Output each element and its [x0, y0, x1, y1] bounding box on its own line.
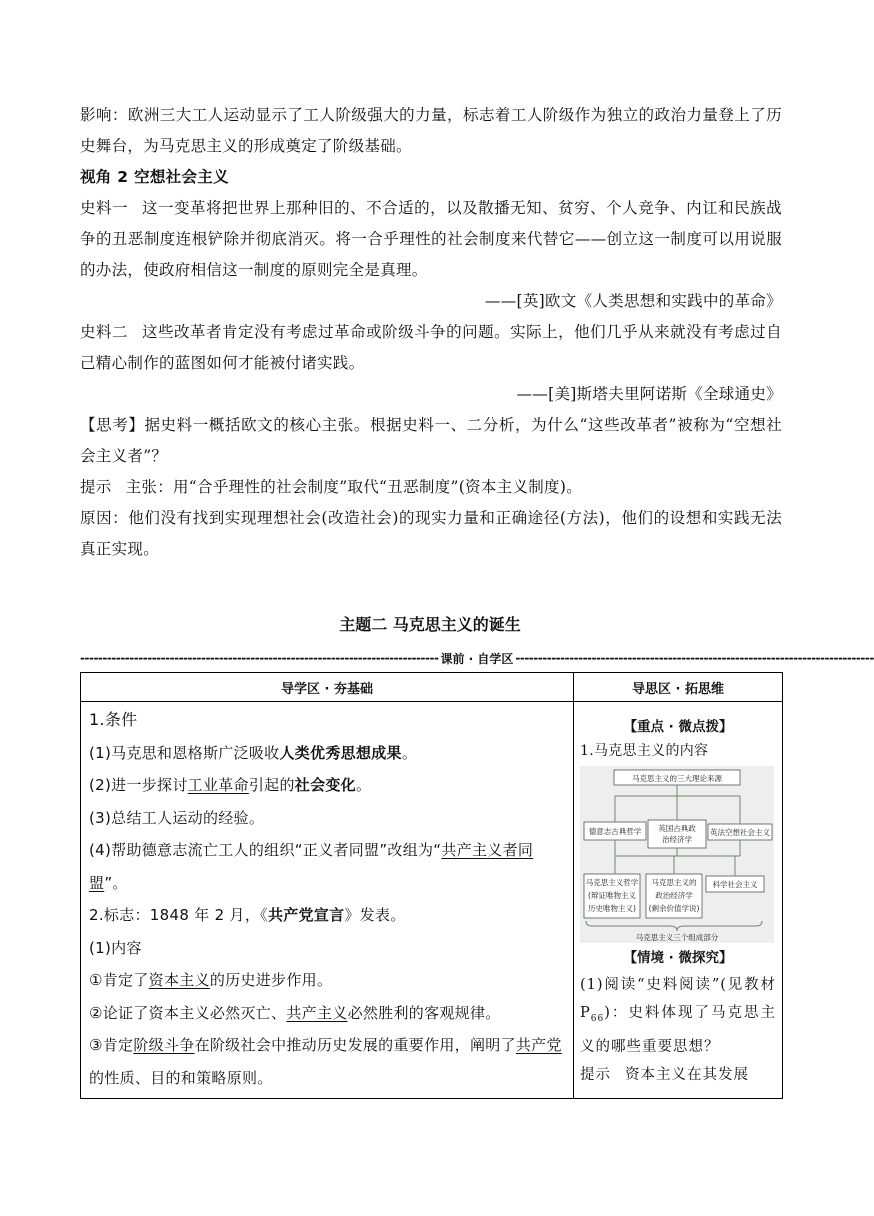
diagram-output-2b: 政治经济学: [655, 891, 693, 900]
right-column-header: 导思区 · 拓思维: [574, 673, 783, 702]
key-term: 社会变化: [294, 776, 356, 794]
diagram-output-3: 科学社会主义: [712, 880, 758, 889]
topic-title: 主题二 马克思主义的诞生: [339, 615, 521, 634]
key-point-tag: 【重点 · 微点拨】: [623, 719, 733, 735]
source-connectors: [615, 785, 740, 824]
condition-4: (4)帮助德意志流亡工人的组织“正义者同盟”改组为“共产主义者同盟”。: [89, 841, 534, 892]
perspective-heading: 视角 2 空想社会主义: [80, 168, 229, 186]
content-point-1: ①肯定了资本主义的历史进步作用。: [89, 971, 333, 989]
key-term: 共产党宣言: [267, 906, 345, 924]
intro-section: [80, 100, 782, 565]
left-column-header: 导学区 · 夯基础: [81, 673, 574, 702]
key-term: 义者同盟: [89, 841, 534, 892]
source1-label: 史料一: [80, 199, 129, 217]
conditions-heading: 1.条件: [89, 710, 138, 729]
diagram-top-text: 马克思主义的三大理论来源: [632, 774, 722, 783]
source2-text: 这些改革者肯定没有考虑过革命或阶级斗争的问题。实际上，他们几乎从来就没有考虑过自己精心制作的蓝图如何才能被付诸实践。: [80, 323, 782, 372]
diagram-source-1: 德意志古典哲学: [588, 827, 642, 836]
key-term: 阶级斗争: [133, 1036, 195, 1054]
study-table: [80, 672, 783, 1099]
dash-fill-left: --------------------------------------------------------------------------------: [80, 651, 439, 665]
condition-1: (1)马克思和恩格斯广泛吸收人类优秀思想成果。: [89, 743, 418, 762]
diagram-source-2b: 治经济学: [662, 835, 692, 844]
diagram-output-1c: 历史唯物主义): [588, 904, 636, 913]
diagram-source-3: 英法空想社会主义: [710, 828, 770, 837]
key-term: 共产党: [515, 1036, 562, 1054]
page-subscript: 66: [590, 1013, 605, 1024]
source2-citation: ——[美]斯塔夫里阿诺斯《全球通史》: [516, 385, 782, 403]
dash-fill-right: --------------------------------------------------------------------------------: [515, 651, 874, 665]
diagram-output-1b: (辩证唯物主义: [588, 891, 636, 900]
source2-paragraph: [80, 317, 782, 379]
marxism-diagram-svg: [580, 766, 774, 943]
key-term: 共产主义: [286, 1003, 348, 1022]
section-divider: [80, 650, 874, 666]
source2-label: 史料二: [80, 323, 129, 341]
content-point-2: ②论证了资本主义必然灭亡、共产主义必然胜利的客观规律。: [89, 1003, 501, 1022]
diagram-output-1a: 马克思主义哲学: [585, 878, 639, 887]
content-point-3: ③肯定阶级斗争在阶级社会中推动历史发展的重要作用，阐明了共产党的性质、目的和策略原则。: [89, 1036, 562, 1087]
key-term: 人类优秀思想成果: [279, 743, 402, 762]
key-term: 资本主义: [148, 971, 210, 989]
reason-paragraph: 原因：他们没有找到实现理想社会(改造社会)的现实力量和正确途径(方法)，他们的设想和实践无法真正实现。: [80, 509, 782, 558]
think-question: 【思考】据史料一概括欧文的核心主张。根据史料一、二分析，为什么“这些改革者”被称为“空想社会主义者”？: [80, 416, 782, 465]
content-heading: (1)内容: [89, 938, 142, 957]
symbol-heading: 2.标志：1848 年 2 月，《共产党宣言》发表。: [89, 906, 406, 924]
influence-paragraph: 影响：欧洲三大工人运动显示了工人阶级强大的力量，标志着工人阶级作为独立的政治力量登上了历史舞台，为马克思主义的形成奠定了阶级基础。: [80, 106, 782, 155]
right-content-cell: [574, 702, 783, 1099]
source1-text: 这一变革将把世界上那种旧的、不合适的，以及散播无知、贫穷、个人竞争、内讧和民族战争的丑恶制度连根铲除并彻底消灭。将一合乎理性的社会制度来代替它——创立这一制度可以用说服的办法，使政府相信这一制度的原则完全是真理。: [80, 199, 782, 279]
diagram-bottom-text: 马克思主义三个组成部分: [635, 933, 719, 942]
diagram-output-2a: 马克思主义的: [651, 878, 697, 887]
key-term: 共产主: [441, 841, 488, 859]
source1-paragraph: [80, 193, 782, 286]
condition-2: (2)进一步探讨工业革命引起的社会变化。: [89, 776, 372, 794]
hint-paragraph: [80, 472, 782, 503]
hint-label: 提示: [580, 1066, 611, 1083]
marxism-content-item: 1.马克思主义的内容: [580, 743, 709, 759]
situation-tag: 【情境 · 微探究】: [623, 950, 733, 966]
bottom-brace: [586, 921, 762, 931]
condition-3: (3)总结工人运动的经验。: [89, 808, 265, 827]
source1-citation: ——[英]欧文《人类思想和实践中的革命》: [484, 292, 782, 310]
marxism-diagram: [580, 766, 774, 943]
diagram-source-2a: 英国古典政: [658, 824, 696, 833]
left-content-cell: [81, 702, 574, 1099]
key-term: 工业革命: [187, 776, 249, 794]
inquiry-question-1: (1)阅读“史料阅读”(见教材 $P_{66}$)：史料体现了马克思主义的哪些重要思想？: [580, 977, 776, 1055]
inquiry-hint: 提示 资本主义在其发展: [580, 1066, 749, 1083]
hint-label: 提示: [80, 478, 112, 496]
section-label: 课前 · 自学区: [440, 651, 514, 666]
hint-text: 主张：用“合乎理性的社会制度”取代“丑恶制度”(资本主义制度)。: [125, 478, 583, 496]
diagram-output-2c: (剩余价值学说): [648, 904, 700, 913]
